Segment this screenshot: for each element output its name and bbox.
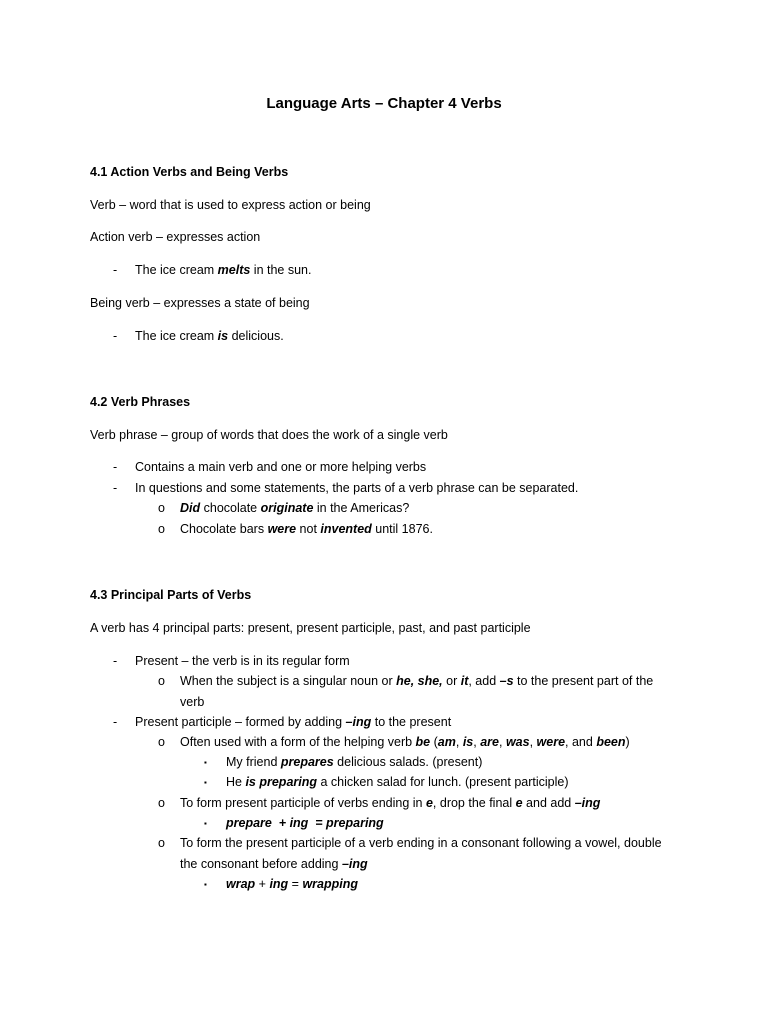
section-heading-4-1: 4.1 Action Verbs and Being Verbs: [90, 165, 289, 179]
dash-bullet: -: [113, 715, 118, 729]
definition-verb-phrase: Verb phrase – group of words that does the work of a single verb: [90, 428, 448, 442]
definition-being-verb: Being verb – expresses a state of being: [90, 296, 310, 310]
square-bullet: ▪: [204, 758, 207, 767]
principal-parts-intro: A verb has 4 principal parts: present, present participle, past, and past participle: [90, 621, 531, 635]
section-heading-4-3: 4.3 Principal Parts of Verbs: [90, 588, 252, 602]
list-item: Present participle – formed by adding –ing to the present: [135, 715, 452, 729]
list-item: prepare + ing = preparing: [226, 816, 384, 830]
list-item: To form the present participle of a verb ending in a consonant following a vowel, double: [180, 836, 662, 850]
definition-verb: Verb – word that is used to express action or being: [90, 198, 371, 212]
dash-bullet: -: [113, 481, 118, 495]
list-item-continuation: the consonant before adding –ing: [180, 857, 368, 871]
example-action-verb: The ice cream melts in the sun.: [135, 263, 312, 277]
dash-bullet: -: [113, 460, 118, 474]
list-item: Contains a main verb and one or more helping verbs: [135, 460, 427, 474]
square-bullet: ▪: [204, 778, 207, 787]
section-heading-4-2: 4.2 Verb Phrases: [90, 395, 191, 409]
circle-bullet: o: [158, 735, 165, 749]
dash-bullet: -: [113, 329, 118, 343]
list-item: Chocolate bars were not invented until 1876.: [180, 522, 433, 536]
list-item-continuation: verb: [180, 695, 205, 709]
list-item: He is preparing a chicken salad for lunch. (present participle): [226, 775, 569, 789]
list-item: In questions and some statements, the parts of a verb phrase can be separated.: [135, 481, 579, 495]
page-title: Language Arts – Chapter 4 Verbs: [266, 95, 502, 112]
square-bullet: ▪: [204, 819, 207, 828]
circle-bullet: o: [158, 796, 165, 810]
definition-action-verb: Action verb – expresses action: [90, 230, 261, 244]
circle-bullet: o: [158, 836, 165, 850]
example-being-verb: The ice cream is delicious.: [135, 329, 284, 343]
list-item: Did chocolate originate in the Americas?: [180, 501, 410, 515]
list-item: When the subject is a singular noun or he, she, or it, add –s to the present part of the: [180, 674, 654, 688]
square-bullet: ▪: [204, 880, 207, 889]
circle-bullet: o: [158, 674, 165, 688]
list-item: Present – the verb is in its regular form: [135, 654, 350, 668]
list-item: wrap + ing = wrapping: [226, 877, 358, 891]
dash-bullet: -: [113, 654, 118, 668]
list-item: My friend prepares delicious salads. (present): [226, 755, 483, 769]
circle-bullet: o: [158, 522, 165, 536]
list-item: Often used with a form of the helping verb be (am, is, are, was, were, and been): [180, 735, 630, 749]
circle-bullet: o: [158, 501, 165, 515]
list-item: To form present participle of verbs ending in e, drop the final e and add –ing: [180, 796, 601, 810]
dash-bullet: -: [113, 263, 118, 277]
